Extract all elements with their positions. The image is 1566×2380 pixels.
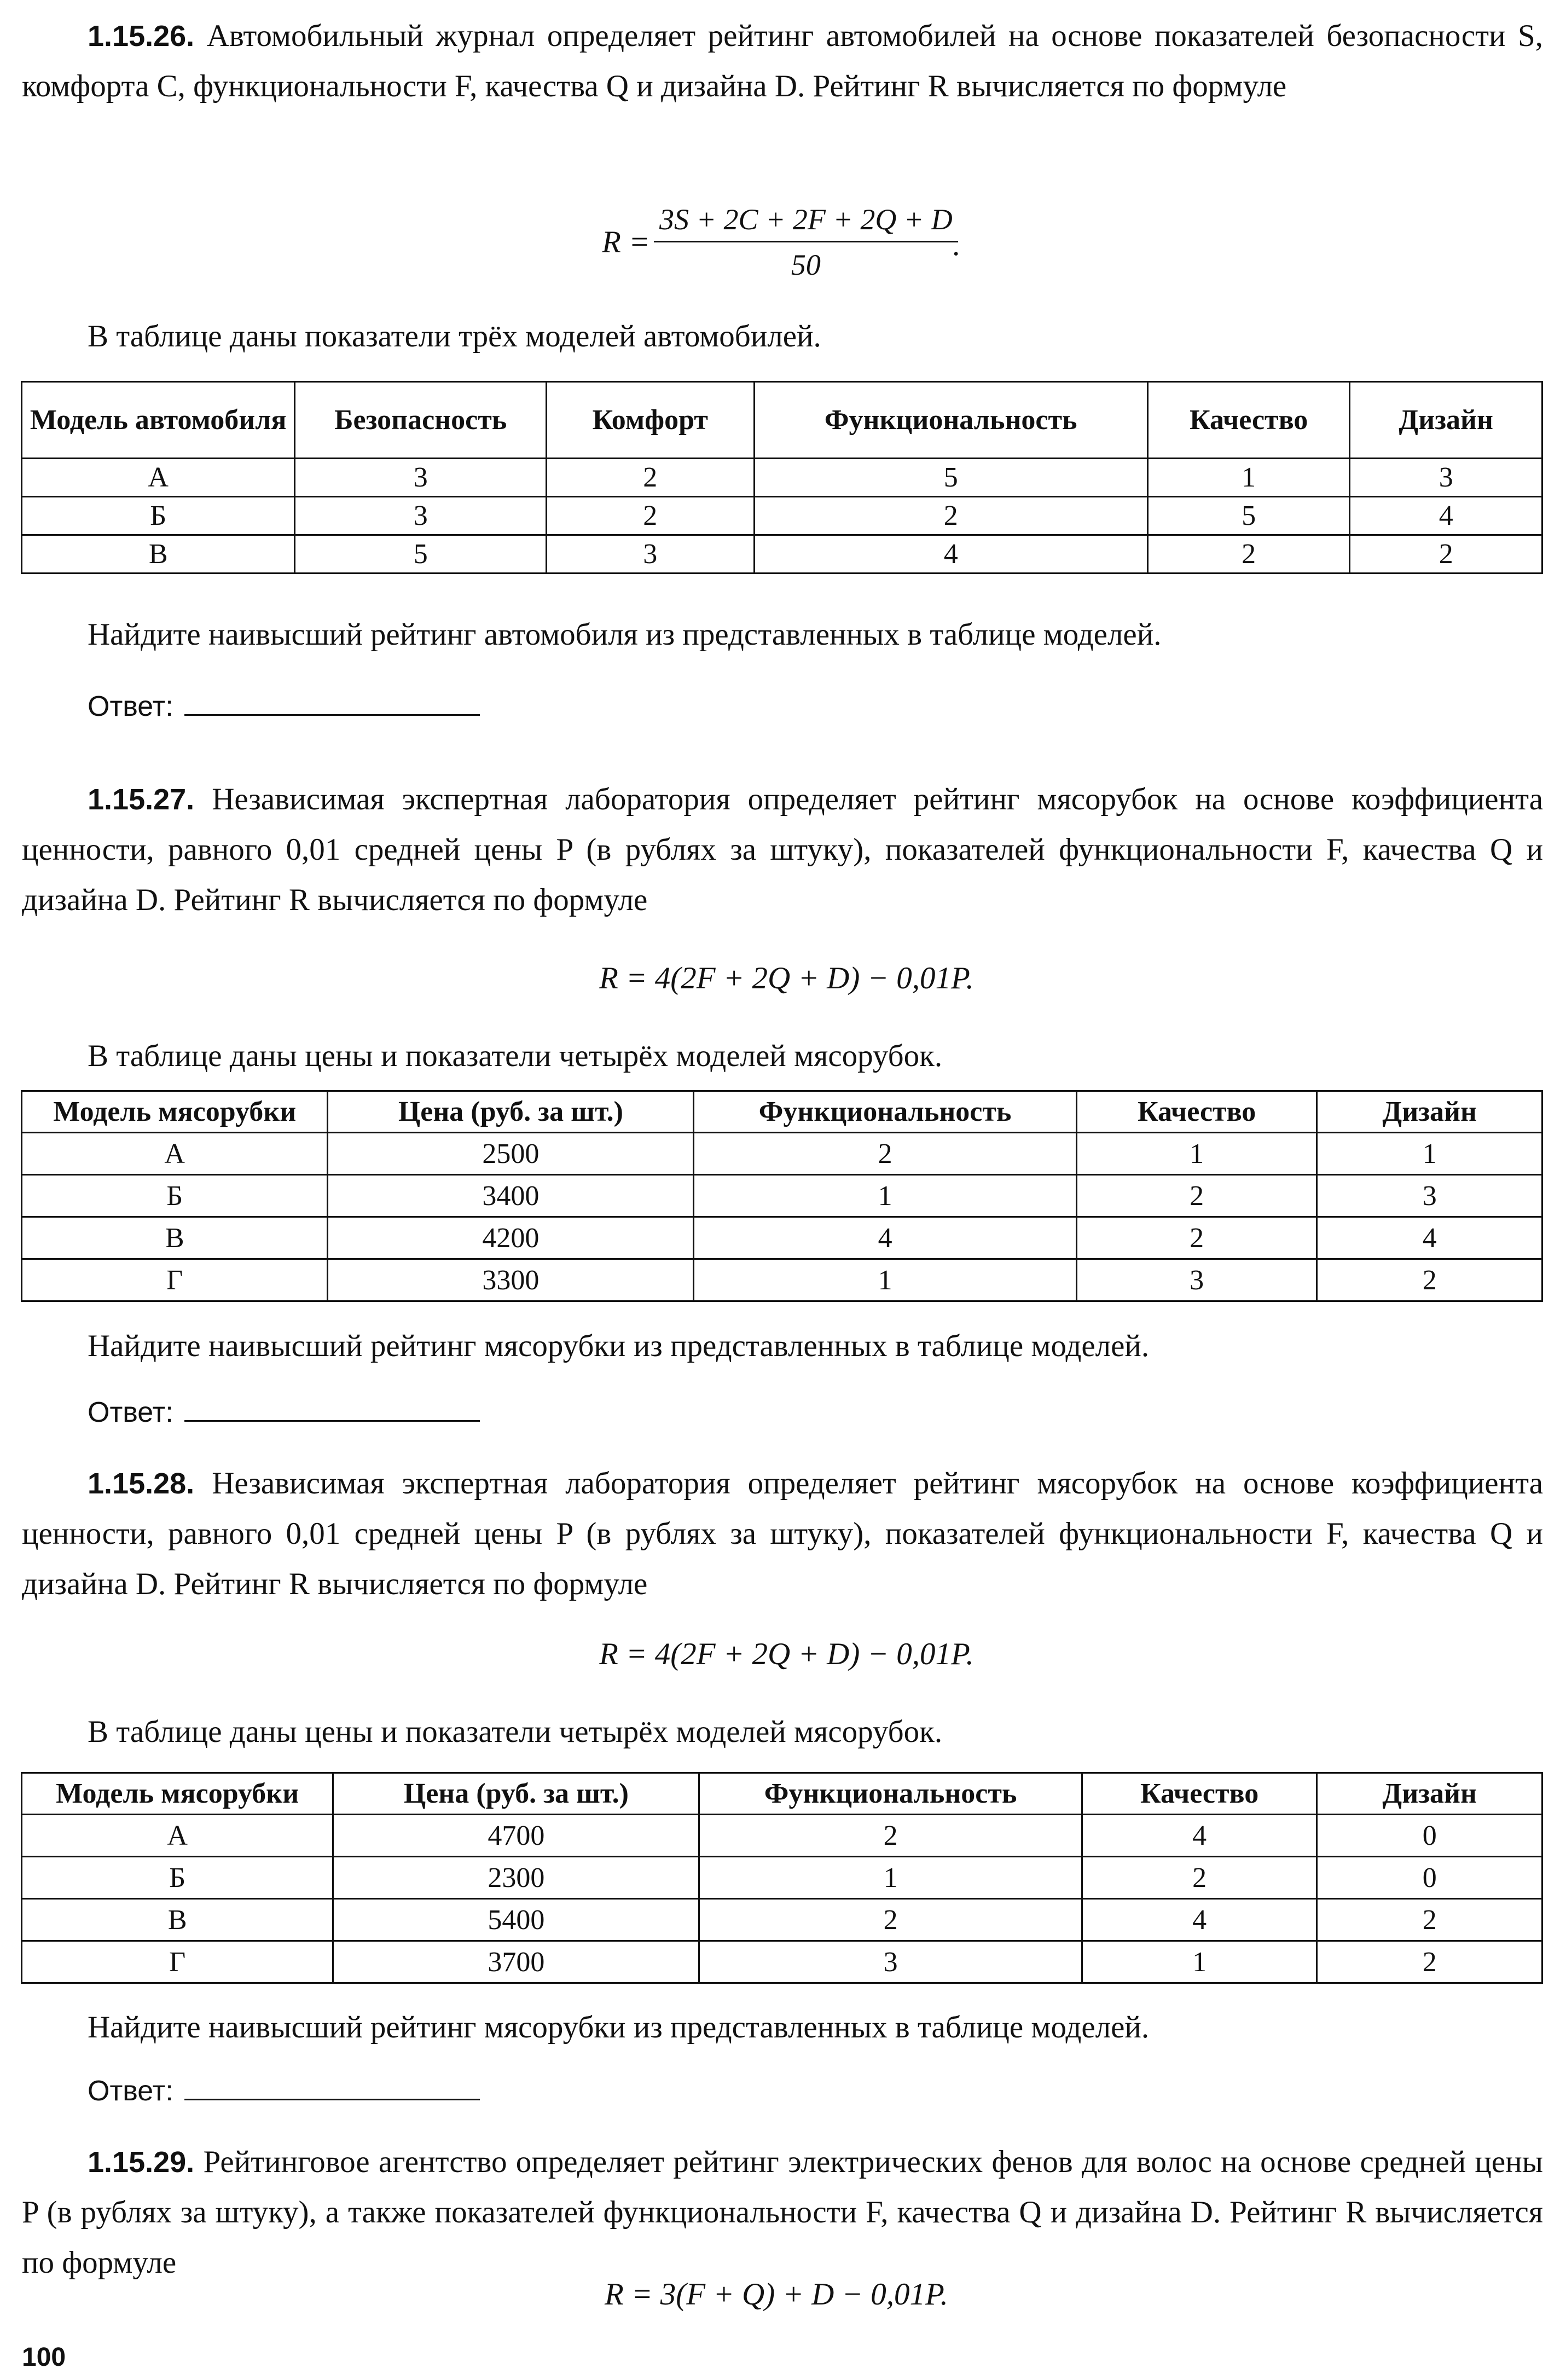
table-intro: В таблице даны цены и показатели четырёх моделей мясорубок. <box>88 1715 943 1749</box>
table-cell: 1 <box>694 1259 1077 1301</box>
table-cell: Г <box>22 1941 333 1983</box>
answer-blank[interactable] <box>184 2071 480 2100</box>
column-header: Функциональность <box>694 1091 1077 1133</box>
table-cell: 3300 <box>328 1259 694 1301</box>
table-cell: 2 <box>1076 1217 1317 1259</box>
problem-27-text <box>22 774 1543 925</box>
table-cell: 4 <box>1317 1217 1542 1259</box>
table-cell: 2300 <box>333 1857 699 1899</box>
table-cell: 3 <box>295 459 547 497</box>
table-intro: В таблице даны цены и показатели четырёх моделей мясорубок. <box>88 1039 943 1073</box>
column-header: Комфорт <box>547 382 755 459</box>
table-cell: 3 <box>1317 1175 1542 1217</box>
table-cell: Б <box>22 497 295 535</box>
column-header: Модель мясорубки <box>22 1091 328 1133</box>
table-row <box>22 1259 1542 1301</box>
column-header: Качество <box>1147 382 1350 459</box>
formula-denominator: 50 <box>791 248 821 281</box>
answer-label: Ответ: <box>88 1397 173 1428</box>
table-cell: 2 <box>547 497 755 535</box>
table-cell: 2 <box>1317 1259 1542 1301</box>
problem-statement: Независимая экспертная лаборатория определяет рейтинг мясорубок на основе коэффициента ценности, равного 0,01 средней цены P (в рублях за штуку), показателей функциональности F, качества Q и дизайна D. Рейтинг R вычисляется по формуле <box>22 1466 1543 1601</box>
question: Найдите наивысший рейтинг мясорубки из представленных в таблице моделей. <box>88 2010 1150 2045</box>
table-cell: 1 <box>1147 459 1350 497</box>
formula: R = 4(2F + 2Q + D) − 0,01P. <box>599 961 974 995</box>
problem-number: 1.15.26. <box>88 20 195 53</box>
table-cell: Б <box>22 1857 333 1899</box>
table-cell: 1 <box>1076 1133 1317 1175</box>
table-cell: 1 <box>1082 1941 1317 1983</box>
answer-line <box>88 2071 480 2110</box>
table-cell: 2 <box>1082 1857 1317 1899</box>
table-cell: 2500 <box>328 1133 694 1175</box>
formula-fraction <box>654 202 958 282</box>
table-cell: 4 <box>694 1217 1077 1259</box>
question: Найдите наивысший рейтинг автомобиля из представленных в таблице моделей. <box>88 617 1162 652</box>
table-cell: 3 <box>547 535 755 574</box>
table-cell: 2 <box>547 459 755 497</box>
table-cell: 2 <box>699 1815 1082 1857</box>
table-row <box>22 1133 1542 1175</box>
table-cell: 1 <box>699 1857 1082 1899</box>
column-header: Качество <box>1076 1091 1317 1133</box>
table-cell: 2 <box>1147 535 1350 574</box>
column-header: Безопасность <box>295 382 547 459</box>
table-cell: 0 <box>1317 1857 1542 1899</box>
table-cell: Г <box>22 1259 328 1301</box>
table-cell: А <box>22 459 295 497</box>
table-cell: 4200 <box>328 1217 694 1259</box>
formula-end: . <box>952 228 960 262</box>
table-header-row <box>22 1773 1542 1815</box>
table-cell: 5400 <box>333 1899 699 1941</box>
answer-line <box>88 687 480 726</box>
table-cell: 4 <box>1082 1815 1317 1857</box>
table-header-row <box>22 382 1542 459</box>
table-cell: 2 <box>1317 1941 1542 1983</box>
answer-label: Ответ: <box>88 691 173 722</box>
problem-statement: Независимая экспертная лаборатория определяет рейтинг мясорубок на основе коэффициента ценности, равного 0,01 средней цены P (в рублях за штуку), показателей функциональности F, качества Q и дизайна D. Рейтинг R вычисляется по формуле <box>22 782 1543 917</box>
column-header: Модель автомобиля <box>22 382 295 459</box>
table-cell: 0 <box>1317 1815 1542 1857</box>
table-row <box>22 1217 1542 1259</box>
table-cell: 4 <box>754 535 1147 574</box>
table-header-row <box>22 1091 1542 1133</box>
column-header: Качество <box>1082 1773 1317 1815</box>
problem-28-text <box>22 1458 1543 1609</box>
table-cell: 2 <box>1350 535 1542 574</box>
table-cell: 3 <box>295 497 547 535</box>
table-row <box>22 459 1542 497</box>
column-header: Дизайн <box>1317 1091 1542 1133</box>
answer-label: Ответ: <box>88 2075 173 2107</box>
table-cell: 1 <box>1317 1133 1542 1175</box>
formula-numerator: 3S + 2C + 2F + 2Q + D <box>654 202 958 242</box>
table-cell: 3 <box>699 1941 1082 1983</box>
table-row <box>22 1815 1542 1857</box>
table-cell: А <box>22 1133 328 1175</box>
problem-number: 1.15.29. <box>88 2146 195 2179</box>
table-cell: 3400 <box>328 1175 694 1217</box>
column-header: Дизайн <box>1350 382 1542 459</box>
problem-number: 1.15.27. <box>88 783 195 816</box>
table-cell: 2 <box>694 1133 1077 1175</box>
table-cell: 5 <box>1147 497 1350 535</box>
problem-statement: Рейтинговое агентство определяет рейтинг электрических фенов для волос на основе средней цены P (в рублях за штуку), а также показателей функциональности F, качества Q и дизайна D. Рейтинг R вычисляется по формуле <box>22 2145 1543 2280</box>
table-row <box>22 1857 1542 1899</box>
answer-blank[interactable] <box>184 687 480 716</box>
problem-number: 1.15.28. <box>88 1467 195 1500</box>
answer-blank[interactable] <box>184 1393 480 1422</box>
table-cell: 4700 <box>333 1815 699 1857</box>
table-cell: 2 <box>1317 1899 1542 1941</box>
table-row <box>22 1899 1542 1941</box>
table-cell: 3700 <box>333 1941 699 1983</box>
table-cell: 4 <box>1082 1899 1317 1941</box>
table-cell: В <box>22 1899 333 1941</box>
table-cell: 3 <box>1076 1259 1317 1301</box>
table-cell: 2 <box>1076 1175 1317 1217</box>
question: Найдите наивысший рейтинг мясорубки из представленных в таблице моделей. <box>88 1329 1150 1363</box>
problem-26-text <box>22 11 1543 112</box>
table-cell: 2 <box>699 1899 1082 1941</box>
column-header: Цена (руб. за шт.) <box>333 1773 699 1815</box>
table-cell: 3 <box>1350 459 1542 497</box>
page-number: 100 <box>22 2343 66 2372</box>
table-intro: В таблице даны показатели трёх моделей автомобилей. <box>88 319 821 354</box>
table-cell: Б <box>22 1175 328 1217</box>
table-cell: 4 <box>1350 497 1542 535</box>
formula: R = 4(2F + 2Q + D) − 0,01P. <box>599 1637 974 1671</box>
problem-29-text <box>22 2137 1543 2288</box>
table-row <box>22 1941 1542 1983</box>
table-cell: 5 <box>295 535 547 574</box>
answer-line <box>88 1393 480 1432</box>
column-header: Функциональность <box>699 1773 1082 1815</box>
column-header: Функциональность <box>754 382 1147 459</box>
table-cell: 2 <box>754 497 1147 535</box>
column-header: Дизайн <box>1317 1773 1542 1815</box>
column-header: Модель мясорубки <box>22 1773 333 1815</box>
problem-statement: Автомобильный журнал определяет рейтинг автомобилей на основе показателей безопасности S, комфорта C, функциональности F, качества Q и дизайна D. Рейтинг R вычисляется по формуле <box>22 19 1544 103</box>
table-row <box>22 1175 1542 1217</box>
table-row <box>22 535 1542 574</box>
formula: R = 3(F + Q) + D − 0,01P. <box>605 2277 948 2312</box>
table-cell: В <box>22 535 295 574</box>
table-cell: В <box>22 1217 328 1259</box>
column-header: Цена (руб. за шт.) <box>328 1091 694 1133</box>
table-row <box>22 497 1542 535</box>
car-ratings-table <box>21 381 1543 574</box>
grinder-ratings-table-2 <box>21 1772 1543 1984</box>
table-cell: 1 <box>694 1175 1077 1217</box>
table-cell: 5 <box>754 459 1147 497</box>
formula-lhs: R = <box>602 225 650 259</box>
grinder-ratings-table-1 <box>21 1090 1543 1302</box>
table-cell: А <box>22 1815 333 1857</box>
